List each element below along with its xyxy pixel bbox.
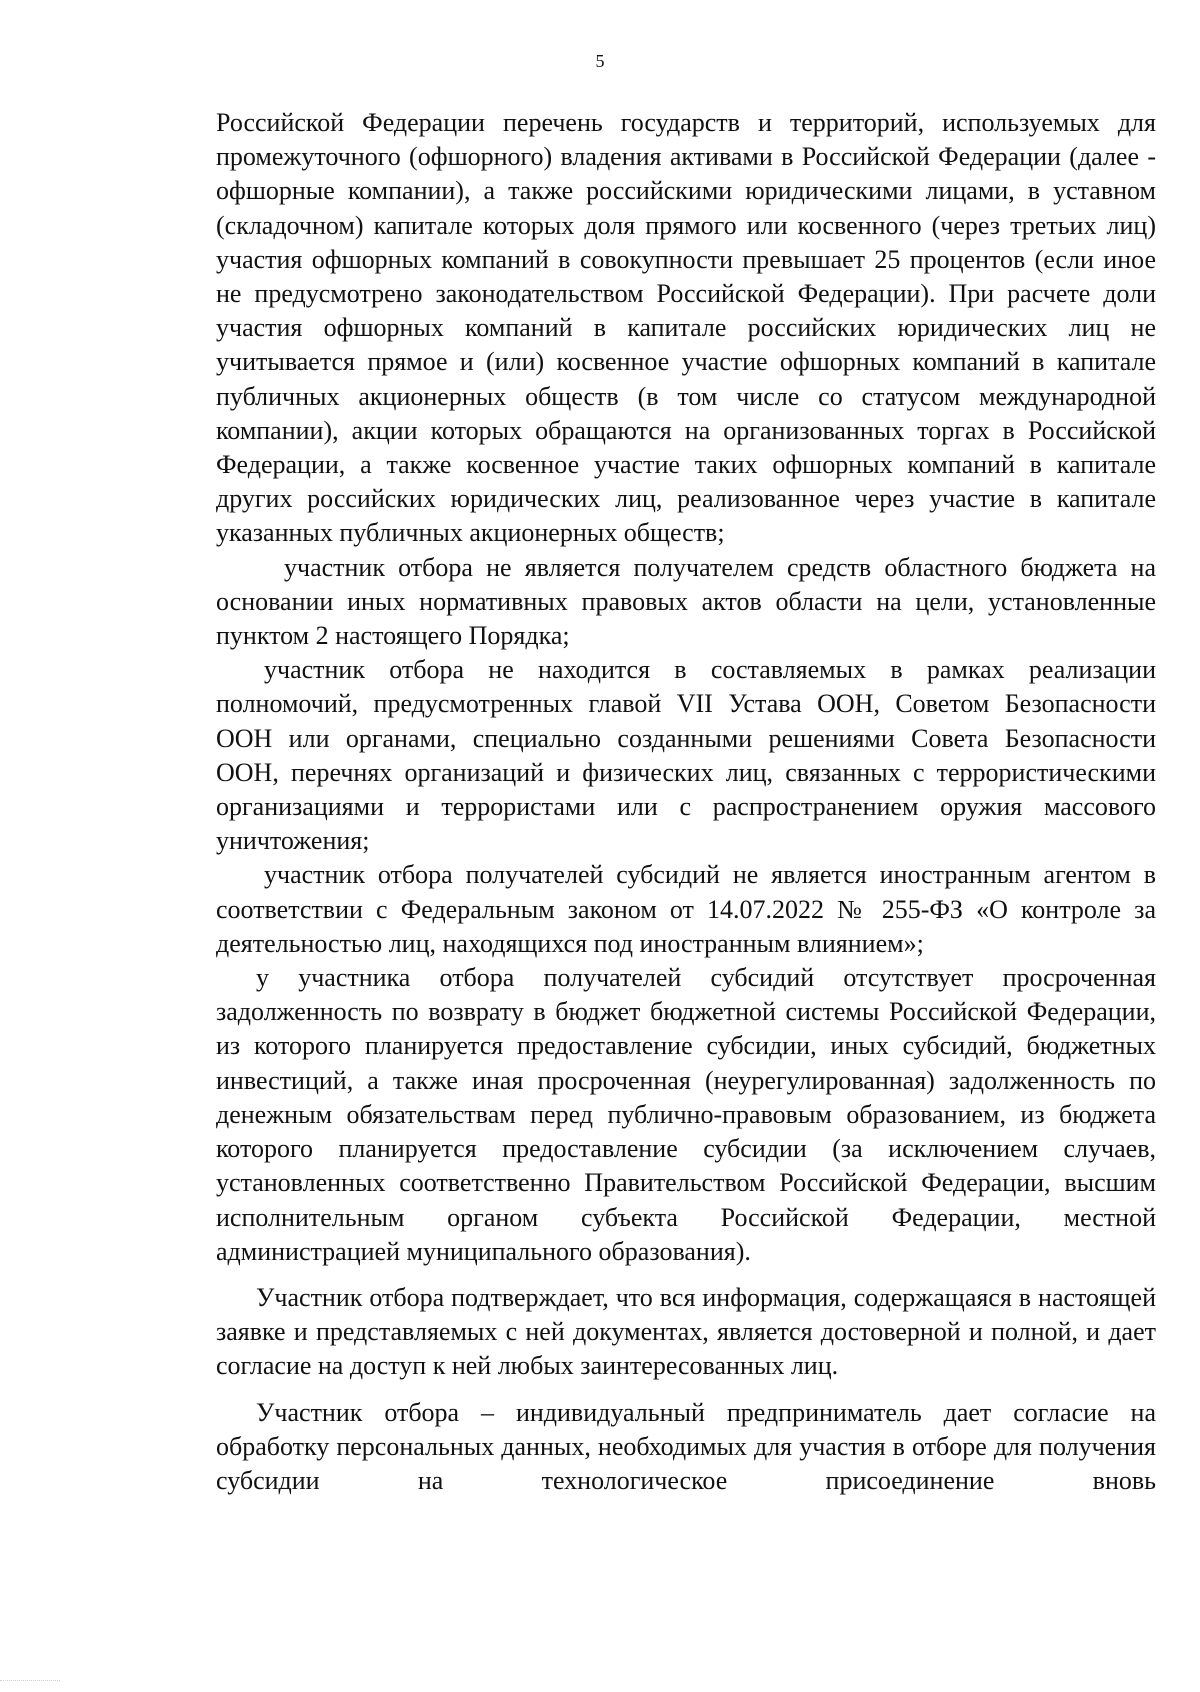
paragraph-personal-data-consent: Участник отбора – индивидуальный предприниматель дает согласие на обработку персональных данных, необходимых для участия в отборе для получения субсидии на технологическое присоединение вновь	[216, 1397, 1156, 1495]
document-body	[216, 106, 1156, 1498]
scan-edge-mark	[0, 1680, 60, 1685]
paragraph-information-confirmation: Участник отбора подтверждает, что вся информация, содержащаяся в настоящей заявке и представляемых с ней документах, является достоверной и полной, и дает согласие на доступ к ней любых заинтересованных лиц.	[216, 1282, 1156, 1381]
paragraph-overdue-debt: у участника отбора получателей субсидий отсутствует просроченная задолженность по возврату в бюджет бюджетной системы Российской Федерации, из которого планируется предоставление субсидии, иных субсидий, бюджетных инвестиций, а также иная просроченная (неурегулированная) задолженность по денежным обязательствам перед публично-правовым образованием, из бюджета которого планируется предоставление субсидии (за исключением случаев, установленных соответственно Правительством Российской Федерации, высшим исполнительным органом субъекта Российской Федерации, местной администрацией муниципального образования).	[216, 963, 1156, 1266]
paragraph-foreign-agent: участник отбора получателей субсидий не является иностранным агентом в соответствии с Федеральным законом от 14.07.2022 № 255-ФЗ «О контроле за деятельностью лиц, находящихся под иностранным влиянием»;	[216, 860, 1156, 958]
paragraph-un-sanctions: участник отбора не находится в составляемых в рамках реализации полномочий, предусмотренных главой VII Устава ООН, Советом Безопасности ООН или органами, специально созданными решениями Совета Безопасности ООН, перечнях организаций и физических лиц, связанных с террористическими организациями и террористами или с распространением оружия массового уничтожения;	[216, 655, 1156, 856]
paragraph-offshore-companies: Российской Федерации перечень государств и территорий, используемых для промежуточного (офшорного) владения активами в Российской Федерации (далее - офшорные компании), а также российскими юридическими лицами, в уставном (складочном) капитале которых доля прямого или косвенного (через третьих лиц) участия офшорных компаний в совокупности превышает 25 процентов (если иное не предусмотрено законодательством Российской Федерации). При расчете доли участия офшорных компаний в капитале российских юридических лиц не учитывается прямое и (или) косвенное участие офшорных компаний в капитале публичных акционерных обществ (в том числе со статусом международной компании), акции которых обращаются на организованных торгах в Российской Федерации, а также косвенное участие таких офшорных компаний в капитале других российских юридических лиц, реализованное через участие в капитале указанных публичных акционерных обществ;	[216, 108, 1156, 548]
page-number: 5	[595, 51, 605, 71]
paragraph-regional-budget: участник отбора не является получателем средств областного бюджета на основании иных нормативных правовых актов области на цели, установленные пунктом 2 настоящего Порядка;	[216, 552, 1156, 651]
